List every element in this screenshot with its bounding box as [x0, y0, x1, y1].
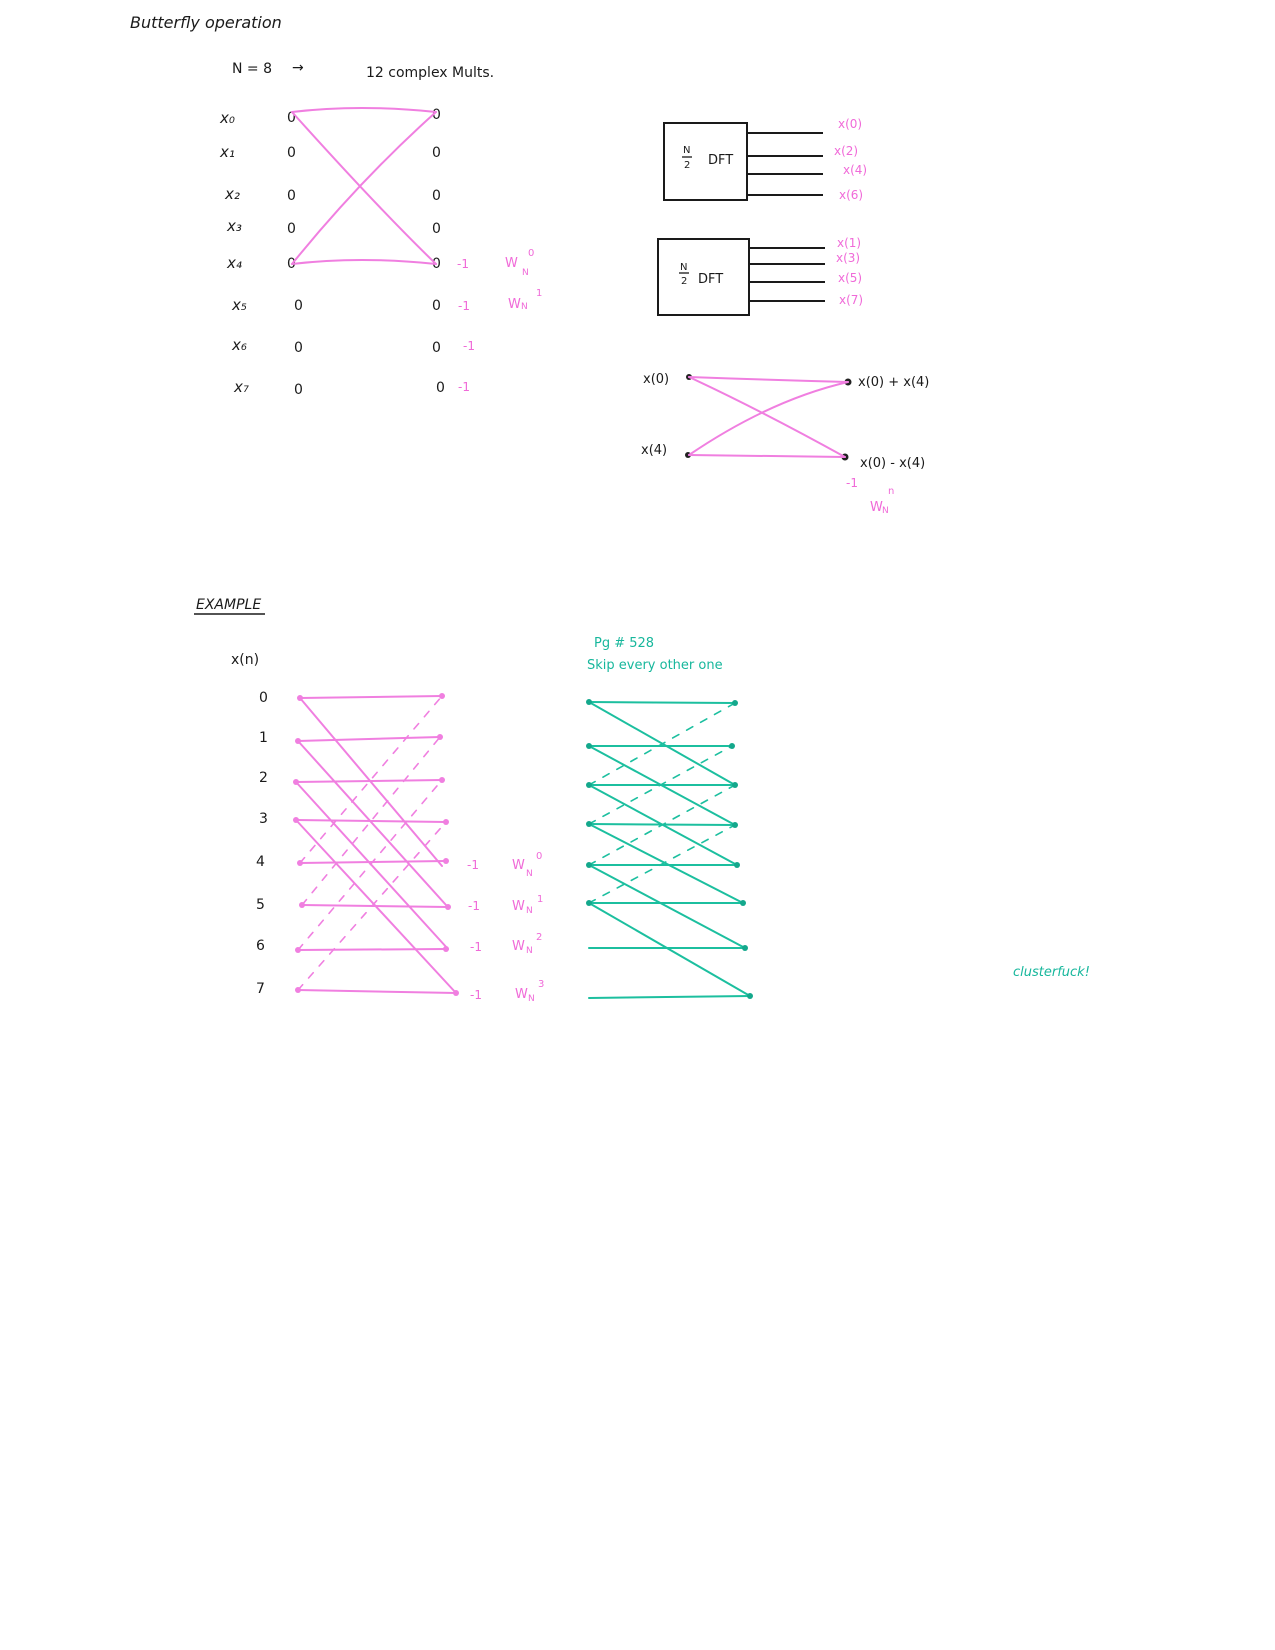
horizontal-wire [300, 696, 442, 698]
xn-label: x(n) [231, 652, 260, 668]
node-dot [732, 822, 738, 828]
node-dot [443, 858, 449, 864]
minus-one-label: -1 [458, 380, 470, 394]
index-label: 0 [259, 690, 268, 706]
zero-mark: 0 [432, 107, 441, 123]
diagonal-wire [589, 903, 750, 996]
node-dot [295, 987, 301, 993]
node-dot [295, 947, 301, 953]
mults-label: 12 complex Mults. [366, 65, 495, 81]
example-twiddle-0 [512, 851, 542, 879]
index-label: 5 [256, 897, 265, 913]
twiddle-superscript: 0 [528, 248, 535, 259]
node-dot [747, 993, 753, 999]
horizontal-wire [298, 949, 446, 950]
node-dot [586, 699, 592, 705]
twiddle-base: W [512, 858, 525, 873]
fraction-denominator: 2 [681, 276, 688, 287]
node-dot [732, 700, 738, 706]
node-dot [437, 734, 443, 740]
node-dot [586, 862, 592, 868]
twiddle-subscript: N [522, 268, 529, 278]
output-label: x(5) [838, 271, 863, 285]
twiddle-base: W [505, 256, 518, 271]
top-minus-ones [457, 257, 475, 394]
input-label: x₀ [220, 109, 235, 127]
input-label: x₇ [234, 378, 249, 396]
horizontal-wire [298, 737, 440, 741]
butterfly-input-bottom: x(4) [641, 443, 668, 458]
odd-dft-block [658, 239, 825, 315]
node-dot [742, 945, 748, 951]
node-dot [297, 860, 303, 866]
node-dot [293, 779, 299, 785]
node-dot [293, 817, 299, 823]
output-label: x(1) [837, 236, 862, 250]
page-reference: Pg # 528 [594, 636, 655, 651]
zero-mark: 0 [294, 298, 303, 314]
zero-mark: 0 [287, 110, 296, 126]
output-zero-column [432, 107, 445, 396]
dashed-wire [298, 780, 442, 950]
top-twiddle-factor-1 [508, 288, 542, 312]
butterfly-output-difference: x(0) - x(4) [860, 456, 926, 471]
input-label: x₁ [220, 143, 235, 161]
twiddle-base: W [508, 297, 521, 312]
diagonal-wire [296, 782, 448, 949]
minus-one-label: -1 [470, 940, 482, 954]
zero-mark: 0 [287, 188, 296, 204]
input-labels [219, 109, 249, 396]
twiddle-base: W [512, 899, 525, 914]
butterfly-line [689, 377, 848, 382]
index-label: 7 [256, 981, 265, 997]
example-minus-ones [467, 858, 482, 1002]
input-label: x₂ [225, 185, 240, 203]
minus-one-label: -1 [470, 988, 482, 1002]
horizontal-wire [298, 990, 456, 993]
node-dot [439, 777, 445, 783]
zero-mark: 0 [287, 221, 296, 237]
pink-butterfly-network [293, 693, 459, 996]
twiddle-subscript: N [526, 869, 533, 879]
zero-mark: 0 [432, 298, 441, 314]
node-dot [740, 900, 746, 906]
node-dot [295, 738, 301, 744]
input-label: x₆ [232, 336, 247, 354]
input-label: x₄ [227, 254, 242, 272]
node-dot [734, 862, 740, 868]
minus-one-label: -1 [457, 257, 469, 271]
node-dot [443, 946, 449, 952]
teal-butterfly-network [586, 699, 753, 999]
twiddle-superscript: 0 [536, 851, 543, 862]
twiddle-superscript: 2 [536, 932, 543, 943]
example-twiddle-3 [515, 979, 544, 1004]
twiddle-base: W [512, 939, 525, 954]
zero-mark: 0 [432, 256, 441, 272]
output-label: x(4) [843, 163, 868, 177]
butterfly-line [292, 260, 436, 264]
index-label: 4 [256, 854, 265, 870]
zero-mark: 0 [432, 340, 441, 356]
twiddle-superscript: n [888, 486, 895, 497]
index-label: 6 [256, 938, 265, 954]
zero-mark: 0 [432, 145, 441, 161]
even-dft-block [664, 123, 823, 200]
butterfly-line [292, 108, 436, 112]
even-output-labels [834, 117, 867, 202]
zero-mark: 0 [287, 145, 296, 161]
node-dot [445, 904, 451, 910]
node-dot [732, 782, 738, 788]
index-label: 2 [259, 770, 268, 786]
horizontal-wire [589, 702, 735, 703]
dft-label: DFT [698, 272, 724, 287]
top-butterfly-lines [292, 108, 436, 264]
butterfly-line [689, 455, 845, 457]
node-dot [586, 821, 592, 827]
example-twiddle-2 [512, 932, 542, 956]
example-twiddle-1 [512, 894, 543, 916]
twiddle-superscript: 3 [538, 979, 545, 990]
skip-note: Skip every other one [587, 658, 723, 673]
node-dot [443, 819, 449, 825]
index-label: 1 [259, 730, 268, 746]
node-dot [299, 902, 305, 908]
output-label: x(0) [838, 117, 863, 131]
twiddle-subscript: N [521, 302, 528, 312]
butterfly-line [689, 382, 848, 455]
output-label: x(3) [836, 251, 861, 265]
node-dot [586, 900, 592, 906]
minus-one-label: -1 [846, 476, 858, 490]
dft-label: DFT [708, 153, 734, 168]
fraction-numerator: N [680, 262, 688, 273]
twiddle-superscript: 1 [537, 894, 544, 905]
zero-mark: 0 [294, 382, 303, 398]
output-label: x(7) [839, 293, 864, 307]
diagonal-wire [298, 741, 446, 905]
zero-mark: 0 [294, 340, 303, 356]
zero-mark: 0 [287, 256, 296, 272]
diagonal-wire [589, 865, 745, 948]
minus-one-label: -1 [468, 899, 480, 913]
twiddle-subscript: N [882, 506, 889, 516]
node-dot [729, 743, 735, 749]
node-dot [453, 990, 459, 996]
n-label: N = 8 [232, 61, 273, 77]
odd-output-labels [836, 236, 863, 307]
twiddle-subscript: N [526, 946, 533, 956]
top-twiddle-factor-0 [505, 248, 534, 278]
minus-one-label: -1 [458, 299, 470, 313]
minus-one-label: -1 [467, 858, 479, 872]
twiddle-superscript: 1 [536, 288, 543, 299]
zero-mark: 0 [432, 221, 441, 237]
diagonal-wire [589, 824, 743, 903]
index-label: 3 [259, 811, 268, 827]
twiddle-subscript: N [528, 994, 535, 1004]
side-note: clusterfuck! [1013, 965, 1090, 980]
butterfly-output-sum: x(0) + x(4) [858, 375, 930, 390]
twiddle-base: W [515, 987, 528, 1002]
output-label: x(6) [839, 188, 864, 202]
horizontal-wire [589, 996, 750, 998]
page-title: Butterfly operation [130, 13, 282, 32]
single-butterfly [641, 372, 929, 516]
butterfly-input-top: x(0) [643, 372, 670, 387]
node-dot [297, 695, 303, 701]
fraction-numerator: N [683, 145, 691, 156]
input-label: x₃ [227, 217, 242, 235]
example-heading: EXAMPLE [196, 597, 262, 613]
butterfly-line [292, 112, 436, 264]
node-dot [586, 743, 592, 749]
node-dot [439, 693, 445, 699]
zero-mark: 0 [432, 188, 441, 204]
output-label: x(2) [834, 144, 859, 158]
fraction-denominator: 2 [684, 160, 691, 171]
twiddle-subscript: N [526, 906, 533, 916]
arrow-icon: → [292, 60, 304, 76]
index-labels [256, 690, 268, 997]
input-label: x₅ [232, 296, 247, 314]
minus-one-label: -1 [463, 339, 475, 353]
zero-mark: 0 [436, 380, 445, 396]
twiddle-base: W [870, 500, 883, 515]
dft-box [664, 123, 747, 200]
node-dot [586, 782, 592, 788]
